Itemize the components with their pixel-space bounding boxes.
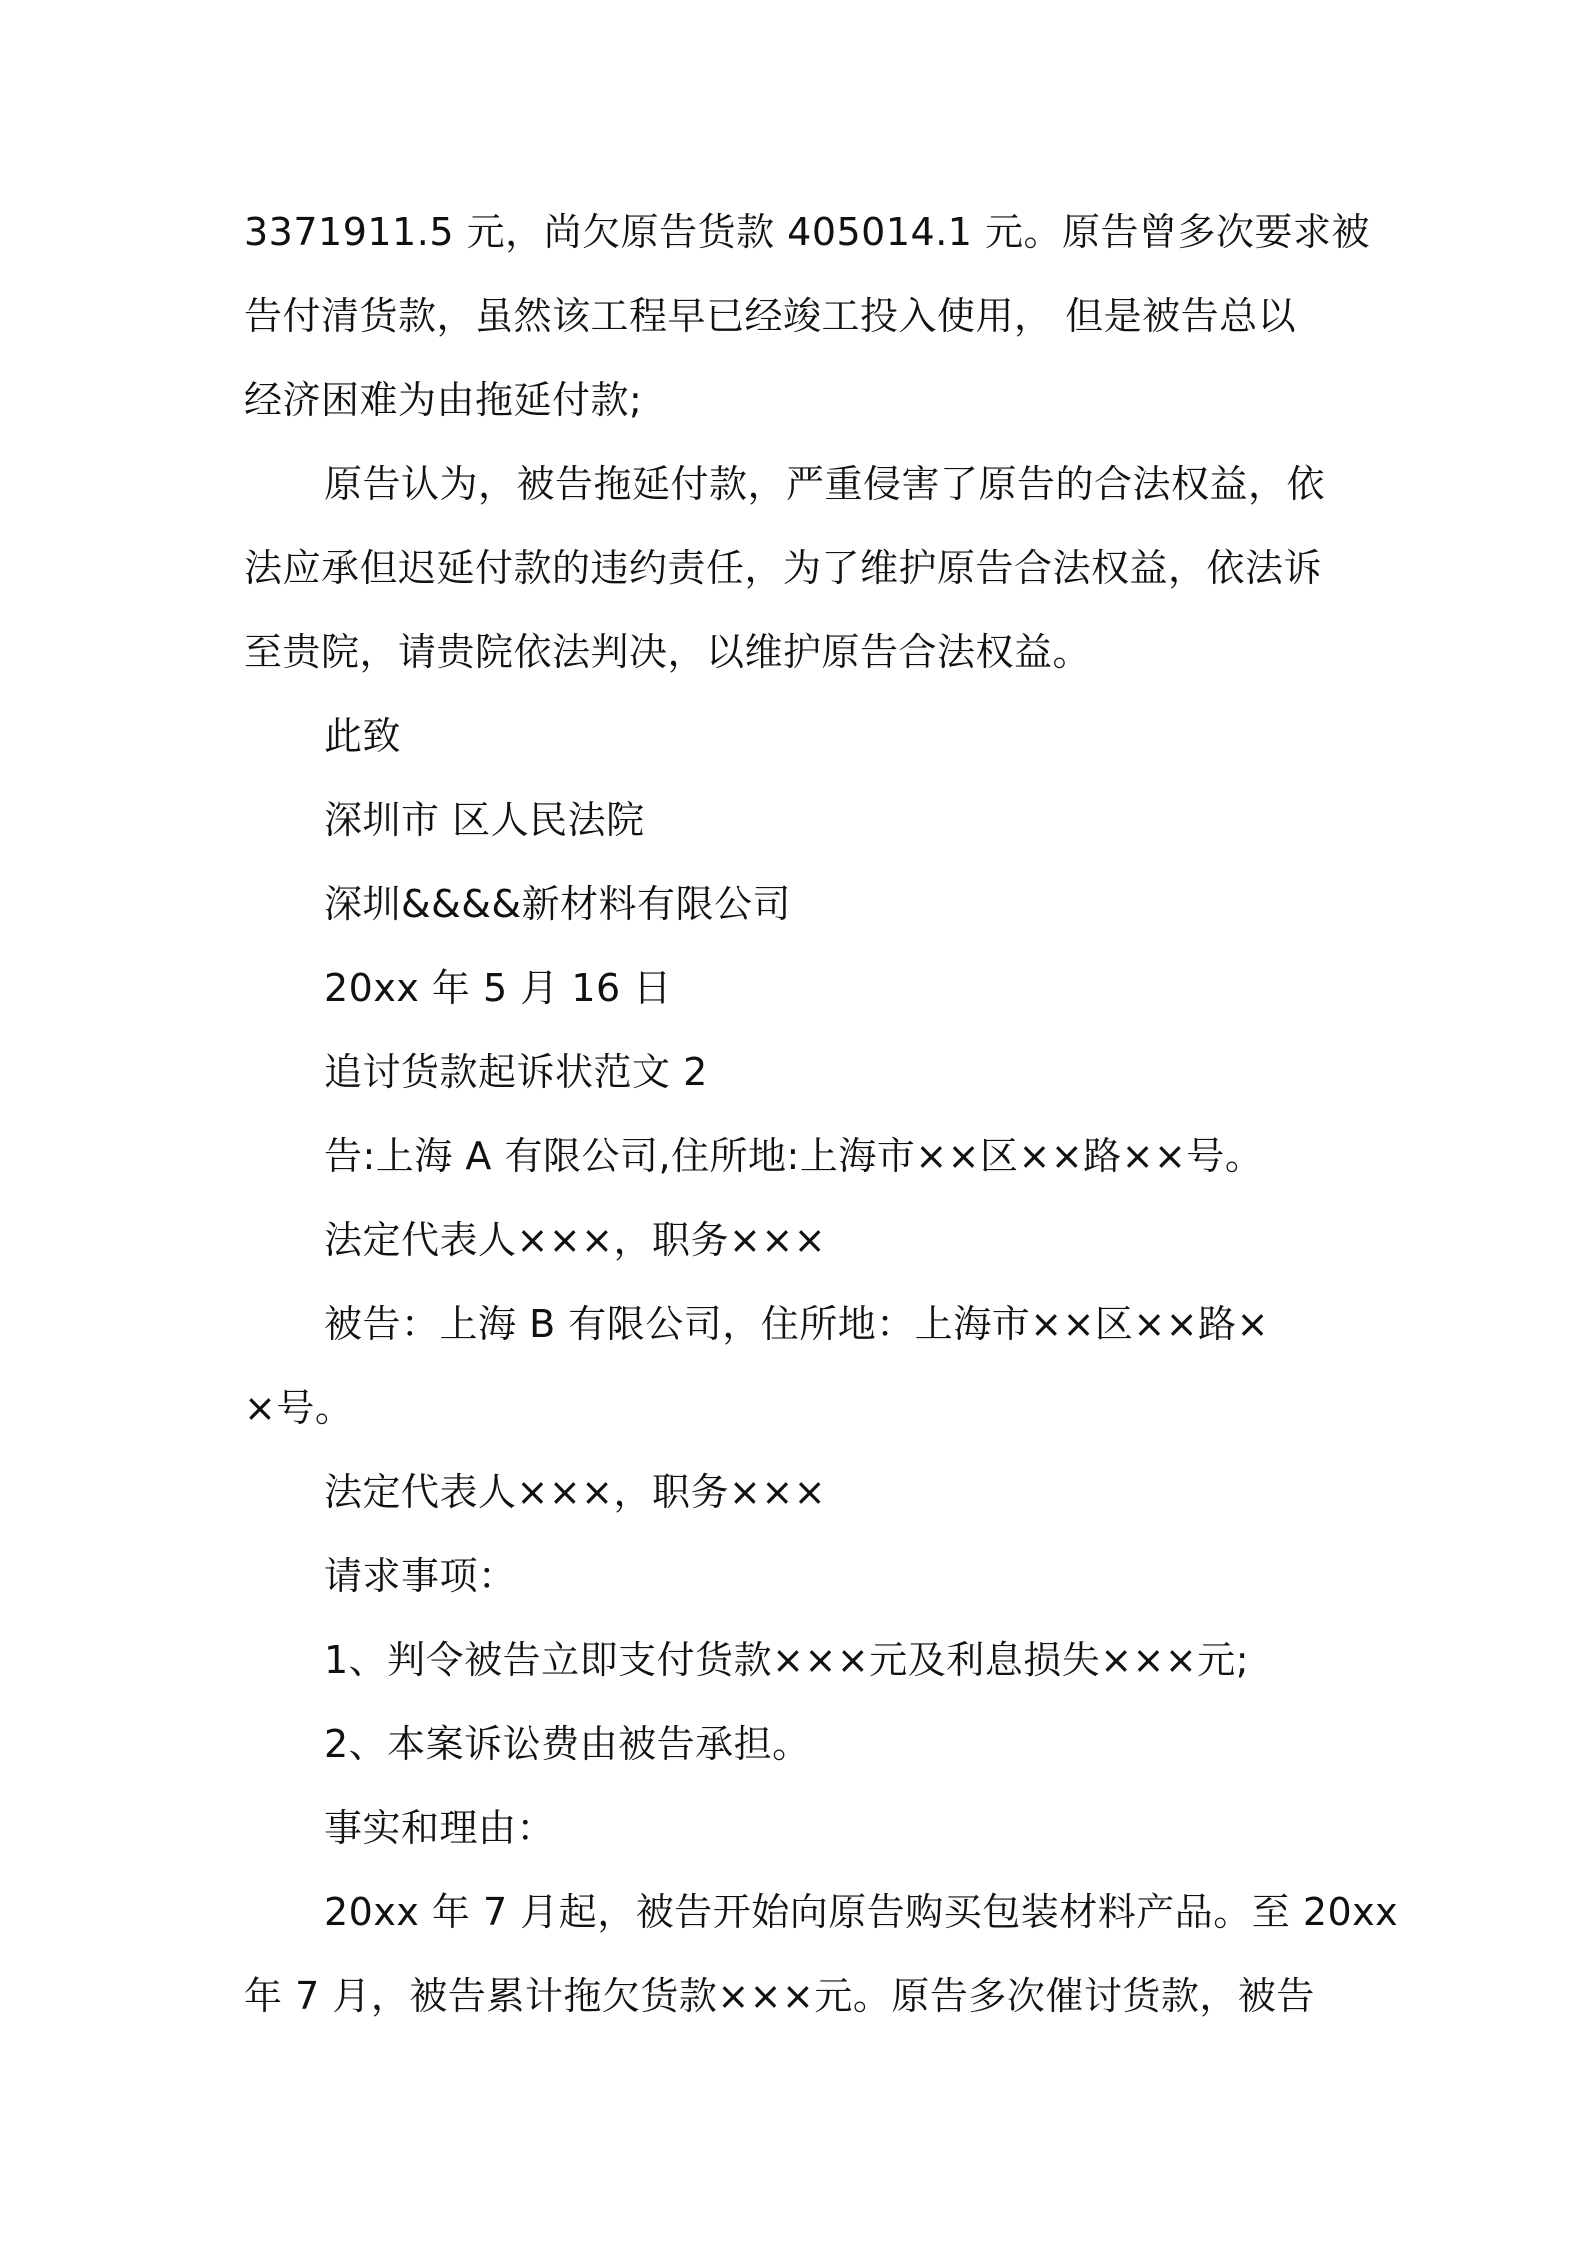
company-name: 深圳&&&&新材料有限公司 <box>324 882 792 926</box>
text-line: 原告认为，被告拖延付款，严重侵害了原告的合法权益，依 <box>324 462 1326 506</box>
plaintiff-representative: 法定代表人×××，职务××× <box>324 1218 827 1262</box>
court-name: 深圳市 区人民法院 <box>324 798 645 842</box>
defendant-info-cont: ×号。 <box>244 1386 354 1430</box>
defendant-representative: 法定代表人×××，职务××× <box>324 1470 827 1514</box>
text-line: 经济困难为由拖延付款; <box>244 378 643 422</box>
text-line: 至贵院，请贵院依法判决，以维护原告合法权益。 <box>244 630 1092 674</box>
text-line: 法应承但迟延付款的违约责任，为了维护原告合法权益，依法诉 <box>244 546 1323 590</box>
section-title: 追讨货款起诉状范文 2 <box>324 1050 708 1094</box>
salutation: 此致 <box>324 714 402 758</box>
facts-heading: 事实和理由： <box>324 1806 556 1850</box>
document-date: 20xx 年 5 月 16 日 <box>324 966 672 1010</box>
text-line: 告付清货款，虽然该工程早已经竣工投入使用， 但是被告总以 <box>244 294 1297 338</box>
document-body <box>244 190 1399 2038</box>
claim-item: 2、本案诉讼费由被告承担。 <box>324 1722 811 1766</box>
text-line: 20xx 年 7 月起，被告开始向原告购买包装材料产品。至 20xx <box>324 1890 1399 1934</box>
defendant-info: 被告：上海 B 有限公司，住所地：上海市××区××路× <box>324 1302 1269 1346</box>
claims-heading: 请求事项： <box>324 1554 517 1598</box>
text-line: 年 7 月，被告累计拖欠货款×××元。原告多次催讨货款，被告 <box>244 1974 1315 2018</box>
text-line: 3371911.5 元，尚欠原告货款 405014.1 元。原告曾多次要求被 <box>244 210 1371 254</box>
claim-item: 1、判令被告立即支付货款×××元及利息损失×××元; <box>324 1638 1250 1682</box>
plaintiff-info: 告:上海 A 有限公司,住所地:上海市××区××路××号。 <box>324 1134 1264 1178</box>
